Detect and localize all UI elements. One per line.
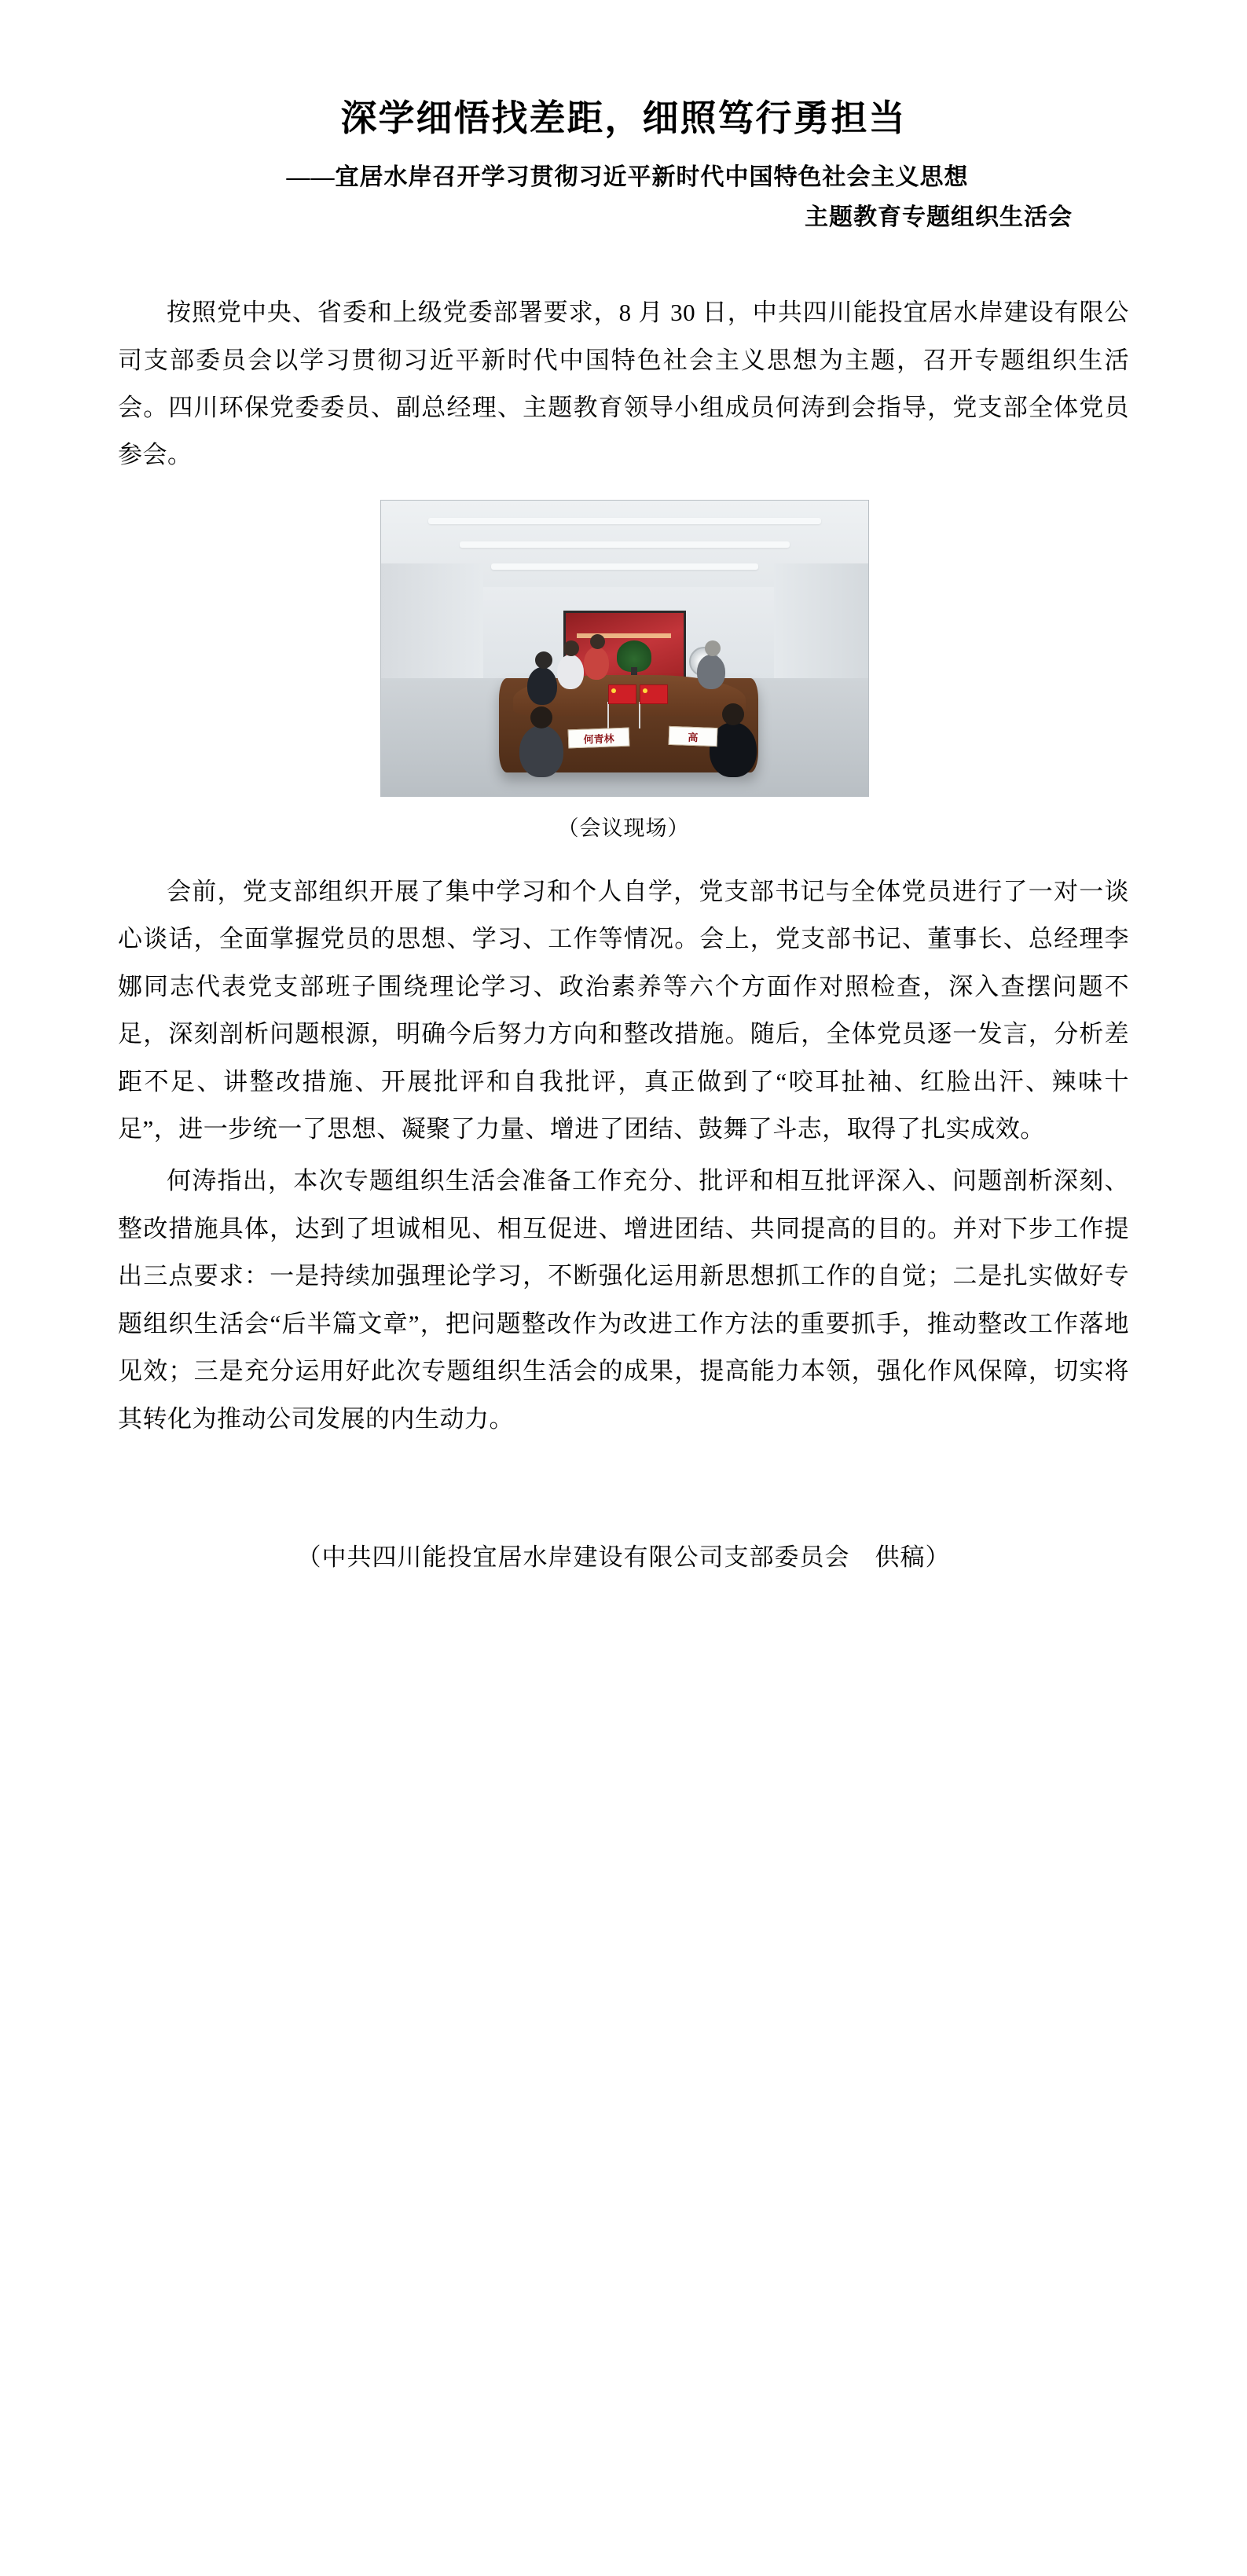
paragraph-1: 按照党中央、省委和上级党委部署要求，8 月 30 日，中共四川能投宜居水岸建设有限公司支部委员会以学习贯彻习近平新时代中国特色社会主义思想为主题，召开专题组织生活会。四川环保党委委员、副总经理、主题教育领导小组成员何涛到会指导，党支部全体党员参会。 [118,299,1129,469]
subtitle-line-1: ——宜居水岸召开学习贯彻习近平新时代中国特色社会主义思想 [286,164,969,191]
document-body [118,289,1129,1572]
china-flag [608,684,636,704]
attendee-head [530,706,552,728]
attendee-head [722,703,744,725]
ceiling-light-strip [491,563,758,570]
flag-pole [639,702,640,728]
party-flag [640,684,668,704]
attendee-head [590,634,605,649]
meeting-room-photo [380,500,869,797]
attendee [697,655,725,689]
document-signature: （中共四川能投宜居水岸建设有限公司支部委员会 供稿） [296,1543,951,1572]
desk-flags [596,667,672,736]
attendee [584,647,609,680]
nameplate-left: 何青林 [567,727,629,748]
attendee [557,655,584,689]
subtitle-line-2: 主题教育专题组织生活会 [805,204,1073,231]
nameplate-right: 高 [668,726,717,747]
attendee [527,667,557,705]
attendee-head [563,640,579,656]
attendee-foreground [519,725,563,777]
paragraph-2: 会前，党支部组织开展了集中学习和个人自学，党支部书记与全体党员进行了一对一谈心谈话，全面掌握党员的思想、学习、工作等情况。会上，党支部书记、董事长、总经理李娜同志代表党支部班子围绕理论学习、政治素养等六个方面作对照检查，深入查摆问题不足，深刻剖析问题根源，明确今后努力方向和整改措施。随后，全体党员逐一发言，分析差距不足、讲整改措施、开展批评和自我批评，真正做到了“咬耳扯袖、红脸出汗、辣味十足”，进一步统一了思想、凝聚了力量、增进了团结、鼓舞了斗志，取得了扎实成效。 [118,877,1129,1143]
figure-meeting [380,500,867,842]
subtitle-block [118,157,1129,237]
flag-pole [607,702,609,728]
figure-caption: （会议现场） [557,816,690,840]
paragraph-3: 何涛指出，本次专题组织生活会准备工作充分、批评和相互批评深入、问题剖析深刻、整改措施具体，达到了坦诚相见、相互促进、增进团结、共同提高的目的。并对下步工作提出三点要求：一是持续加强理论学习，不断强化运用新思想抓工作的自觉；二是扎实做好专题组织生活会“后半篇文章”，把问题整改作为改进工作方法的重要抓手，推动整改工作落地见效；三是充分运用好此次专题组织生活会的成果，提高能力本领，强化作风保障，切实将其转化为推动公司发展的内生动力。 [118,1167,1129,1433]
ceiling-light-strip [460,541,790,548]
page-title: 深学细悟找差距，细照笃行勇担当 [340,98,907,138]
ceiling-light-strip [428,518,821,524]
attendee-head [535,651,552,669]
attendee-head [705,640,721,656]
